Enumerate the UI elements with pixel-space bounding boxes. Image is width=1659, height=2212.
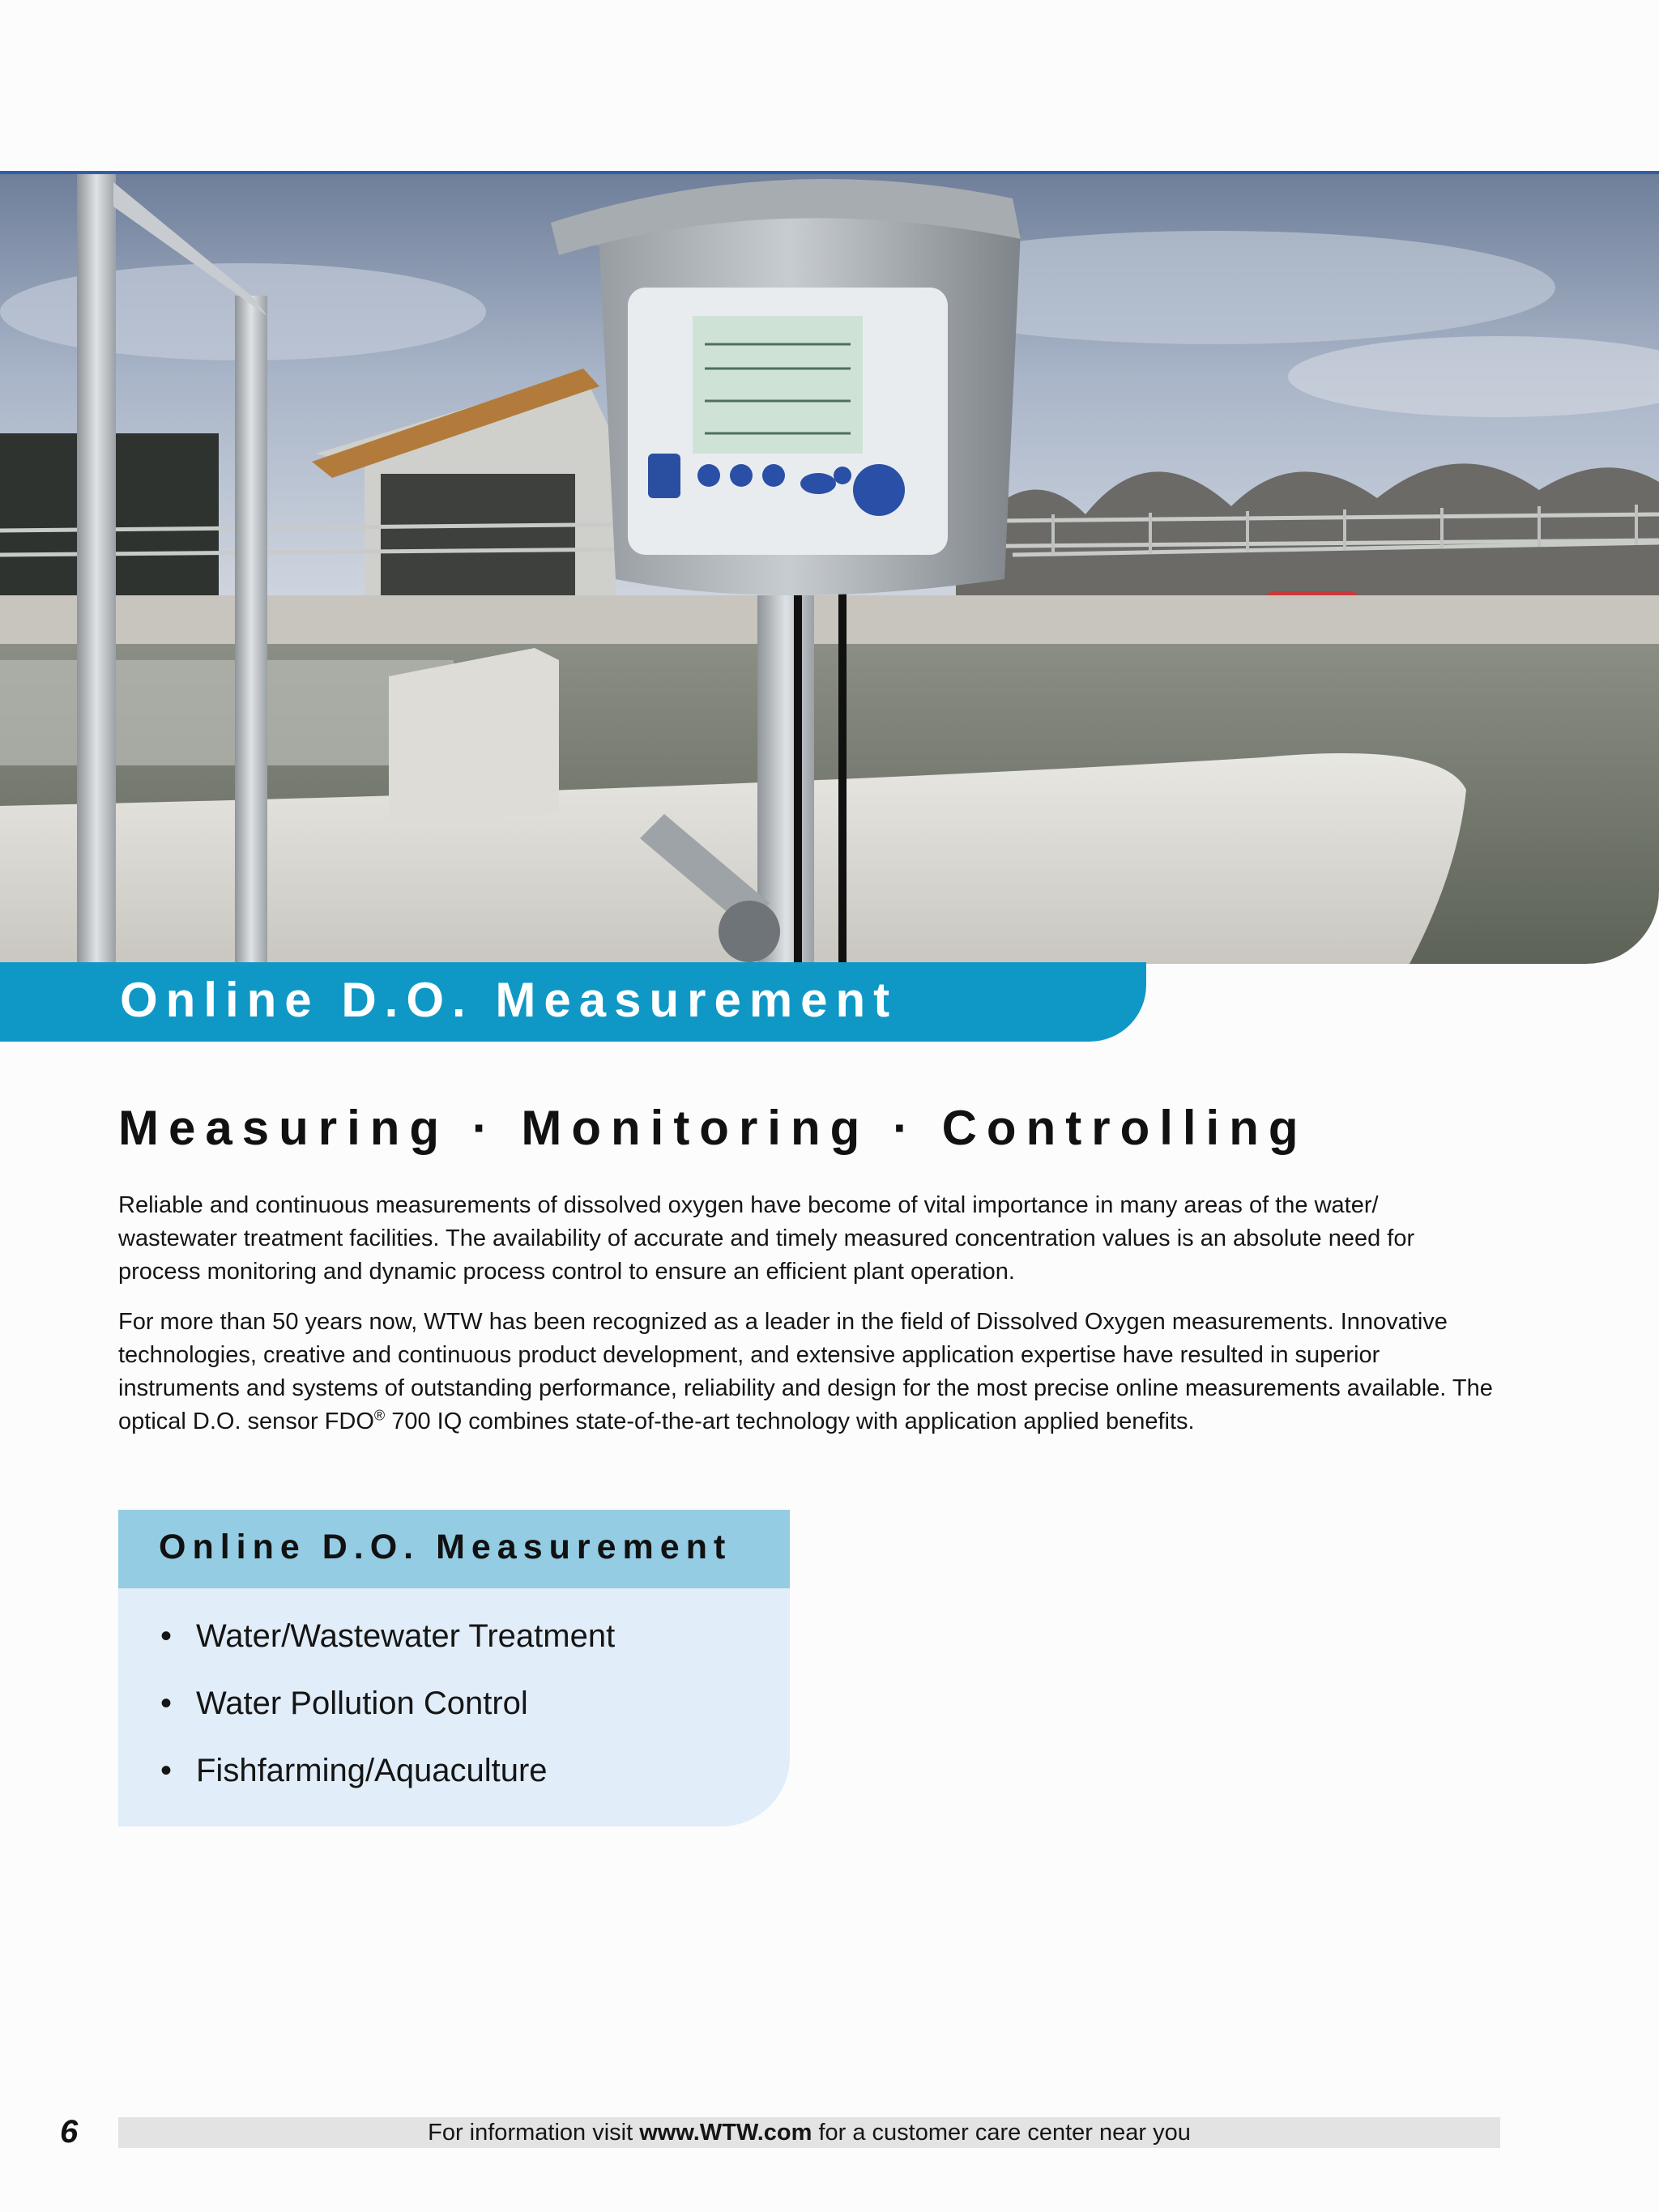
footer-text-before: For information visit	[428, 2120, 640, 2146]
list-item	[160, 1618, 615, 1686]
intro-paragraph: Reliable and continuous measurements of dissolved oxygen have become of vital importance in many areas of the water/ wastewater treatment facilities. The availability of accurate and timely measured concentration values is an absolute need for process monitoring and dynamic process control to ensure an efficient plant operation.	[118, 1192, 1415, 1285]
banner-title: Online D.O. Measurement	[120, 973, 898, 1027]
list-item	[160, 1753, 615, 1820]
list-item-label: Water Pollution Control	[196, 1686, 528, 1721]
wtw-paragraph	[118, 1306, 1495, 1438]
registered-mark: ®	[373, 1407, 386, 1424]
applications-box	[118, 1510, 790, 1826]
wtw-paragraph-text: For more than 50 years now, WTW has been recognized as a leader in the field of Dissolved Oxygen measurements. Innovative technologies, creative and continuous product development, and extensive application expertise have resulted in superior instruments and systems of outstanding performance, reliability and design for the most precise online measurements available. The optical D.O. sensor FDO	[118, 1309, 1493, 1434]
applications-box-title: Online D.O. Measurement	[159, 1528, 732, 1566]
list-item	[160, 1686, 615, 1753]
hero-photo	[0, 174, 1659, 964]
list-item-label: Water/Wastewater Treatment	[196, 1618, 616, 1654]
footer-link[interactable]: www.WTW.com	[639, 2120, 812, 2146]
applications-list	[160, 1618, 615, 1820]
bullet: •	[160, 1753, 173, 1788]
page-number: 6	[60, 2114, 79, 2150]
wtw-paragraph-text-end: 700 IQ combines state-of-the-art technology with application applied benefits.	[385, 1409, 1195, 1434]
applications-box-header	[118, 1510, 790, 1588]
footer-text	[118, 2117, 1500, 2148]
main-heading: Measuring · Monitoring · Controlling	[118, 1101, 1308, 1155]
bullet: •	[160, 1618, 173, 1654]
bullet: •	[160, 1686, 173, 1721]
footer-bar	[118, 2117, 1500, 2148]
list-item-label: Fishfarming/Aquaculture	[196, 1753, 548, 1788]
footer-text-after: for a customer care center near you	[812, 2120, 1191, 2146]
